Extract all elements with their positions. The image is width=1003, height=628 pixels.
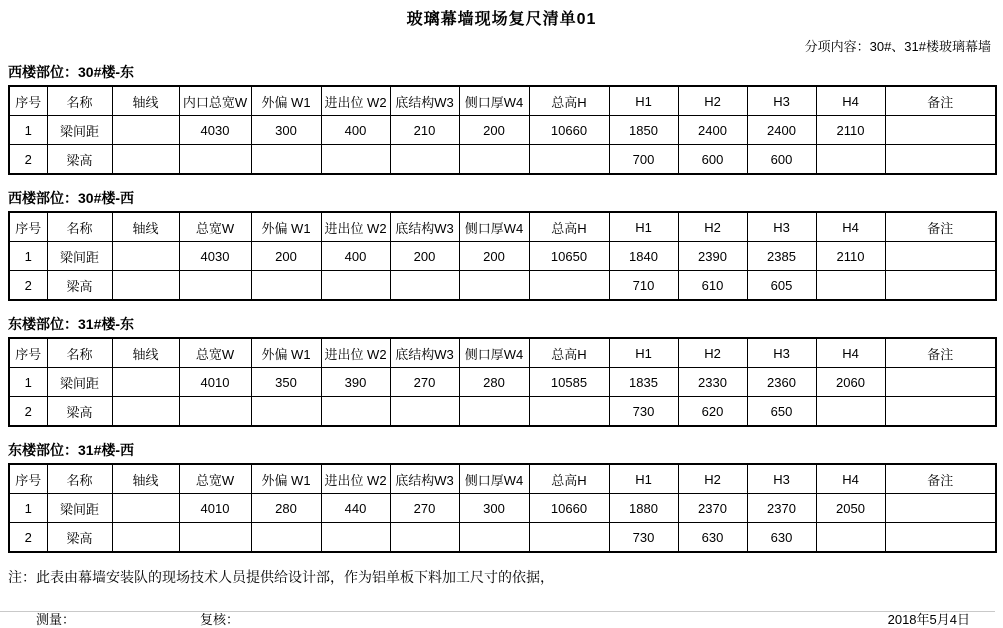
header-cell: H3	[747, 464, 816, 494]
data-cell: 梁间距	[47, 368, 112, 397]
data-cell	[816, 271, 885, 301]
data-cell	[112, 271, 179, 301]
header-cell: 侧口厚W4	[459, 338, 529, 368]
data-cell: 4010	[179, 494, 251, 523]
data-cell	[816, 523, 885, 553]
data-cell	[459, 145, 529, 175]
review-label: 复核：	[200, 612, 240, 627]
data-cell	[529, 145, 609, 175]
data-cell: 350	[251, 368, 321, 397]
header-cell: H1	[609, 212, 678, 242]
data-cell: 10585	[529, 368, 609, 397]
data-cell: 1	[9, 494, 47, 523]
page-title: 玻璃幕墙现场复尺清单01	[406, 11, 597, 28]
data-cell: 730	[609, 523, 678, 553]
data-cell: 梁高	[47, 145, 112, 175]
data-cell: 270	[390, 494, 459, 523]
header-cell: 轴线	[112, 212, 179, 242]
header-cell: 底结构W3	[390, 338, 459, 368]
data-cell: 梁高	[47, 397, 112, 427]
header-cell: 总宽W	[179, 464, 251, 494]
header-cell: 外偏 W1	[251, 212, 321, 242]
data-cell: 210	[390, 116, 459, 145]
data-cell: 10660	[529, 494, 609, 523]
data-cell: 2360	[747, 368, 816, 397]
data-cell: 390	[321, 368, 390, 397]
data-cell: 梁高	[47, 523, 112, 553]
data-cell: 1	[9, 242, 47, 271]
data-cell: 1880	[609, 494, 678, 523]
data-cell	[390, 523, 459, 553]
data-cell: 2370	[678, 494, 747, 523]
header-cell: H4	[816, 86, 885, 116]
data-cell: 2050	[816, 494, 885, 523]
table-row	[9, 523, 996, 553]
data-cell: 280	[459, 368, 529, 397]
data-cell: 300	[251, 116, 321, 145]
data-cell	[251, 523, 321, 553]
header-cell: 外偏 W1	[251, 464, 321, 494]
date-text: 2018年5月4日	[887, 612, 970, 627]
data-cell: 4030	[179, 116, 251, 145]
header-cell: H3	[747, 212, 816, 242]
header-cell: 侧口厚W4	[459, 464, 529, 494]
header-cell: 名称	[47, 338, 112, 368]
header-cell: 总宽W	[179, 212, 251, 242]
data-cell: 630	[747, 523, 816, 553]
data-cell	[529, 397, 609, 427]
header-cell: 备注	[885, 338, 996, 368]
header-cell: 备注	[885, 464, 996, 494]
measurement-table	[8, 337, 997, 427]
data-cell: 2	[9, 145, 47, 175]
measurement-table	[8, 211, 997, 301]
table-row	[9, 116, 996, 145]
data-cell: 2060	[816, 368, 885, 397]
data-cell: 600	[747, 145, 816, 175]
header-cell: 备注	[885, 212, 996, 242]
header-row	[9, 212, 996, 242]
data-cell	[529, 523, 609, 553]
data-cell: 梁间距	[47, 116, 112, 145]
header-row	[9, 464, 996, 494]
data-cell	[251, 145, 321, 175]
data-cell: 2	[9, 271, 47, 301]
data-cell	[885, 368, 996, 397]
data-cell: 2	[9, 523, 47, 553]
data-cell	[390, 397, 459, 427]
header-cell: H1	[609, 86, 678, 116]
data-cell: 200	[251, 242, 321, 271]
header-cell: 内口总宽W	[179, 86, 251, 116]
measure-label: 测量：	[36, 612, 76, 627]
measurement-table	[8, 85, 997, 175]
data-cell: 2110	[816, 242, 885, 271]
note-text: 注：此表由幕墙安装队的现场技术人员提供给设计部，作为铝单板下料加工尺寸的依据，	[8, 569, 554, 585]
data-cell: 10650	[529, 242, 609, 271]
header-cell: H4	[816, 464, 885, 494]
header-cell: H3	[747, 338, 816, 368]
header-cell: 序号	[9, 86, 47, 116]
data-cell: 300	[459, 494, 529, 523]
data-cell	[112, 116, 179, 145]
data-cell: 2400	[678, 116, 747, 145]
data-cell	[112, 523, 179, 553]
header-cell: 底结构W3	[390, 464, 459, 494]
subitem-content: 分项内容：30#、31#楼玻璃幕墙	[804, 39, 991, 54]
header-cell: 名称	[47, 212, 112, 242]
data-cell: 400	[321, 116, 390, 145]
data-cell	[321, 145, 390, 175]
data-cell: 1850	[609, 116, 678, 145]
table-row	[9, 271, 996, 301]
data-cell	[459, 523, 529, 553]
data-cell: 梁间距	[47, 494, 112, 523]
header-cell: 进出位 W2	[321, 464, 390, 494]
data-cell	[321, 271, 390, 301]
data-cell: 200	[459, 242, 529, 271]
header-cell: 进出位 W2	[321, 86, 390, 116]
data-cell	[390, 145, 459, 175]
header-cell: 备注	[885, 86, 996, 116]
header-cell: 总高H	[529, 464, 609, 494]
table-row	[9, 397, 996, 427]
data-cell: 200	[390, 242, 459, 271]
data-cell	[459, 271, 529, 301]
data-cell	[321, 523, 390, 553]
header-cell: 总高H	[529, 338, 609, 368]
data-cell	[529, 271, 609, 301]
data-cell	[885, 397, 996, 427]
data-cell	[112, 242, 179, 271]
header-cell: H2	[678, 464, 747, 494]
header-cell: H2	[678, 86, 747, 116]
header-row	[9, 86, 996, 116]
header-cell: H4	[816, 212, 885, 242]
data-cell: 730	[609, 397, 678, 427]
table-row	[9, 368, 996, 397]
data-cell	[112, 368, 179, 397]
data-cell: 1	[9, 116, 47, 145]
data-cell	[112, 145, 179, 175]
section-title: 西楼部位：30#楼-西	[8, 190, 135, 206]
data-cell	[816, 397, 885, 427]
data-cell	[885, 242, 996, 271]
data-cell: 400	[321, 242, 390, 271]
header-cell: 外偏 W1	[251, 338, 321, 368]
data-cell: 10660	[529, 116, 609, 145]
header-cell: 序号	[9, 212, 47, 242]
data-cell: 700	[609, 145, 678, 175]
data-cell: 1835	[609, 368, 678, 397]
data-cell	[179, 145, 251, 175]
data-cell: 650	[747, 397, 816, 427]
section-title: 东楼部位：31#楼-西	[8, 442, 135, 458]
table-row	[9, 242, 996, 271]
measurement-table	[8, 463, 997, 553]
data-cell	[321, 397, 390, 427]
header-cell: H4	[816, 338, 885, 368]
header-cell: H2	[678, 338, 747, 368]
data-cell: 280	[251, 494, 321, 523]
measurement-tables	[0, 62, 1003, 553]
data-cell	[251, 397, 321, 427]
data-cell	[179, 523, 251, 553]
data-cell: 710	[609, 271, 678, 301]
table-row	[9, 494, 996, 523]
header-cell: H3	[747, 86, 816, 116]
data-cell	[885, 523, 996, 553]
gridline-divider	[0, 611, 995, 612]
data-cell: 梁间距	[47, 242, 112, 271]
data-cell: 梁高	[47, 271, 112, 301]
header-cell: 底结构W3	[390, 212, 459, 242]
data-cell: 600	[678, 145, 747, 175]
data-cell: 2385	[747, 242, 816, 271]
header-row	[9, 338, 996, 368]
header-cell: 侧口厚W4	[459, 86, 529, 116]
header-cell: 进出位 W2	[321, 338, 390, 368]
header-cell: 轴线	[112, 464, 179, 494]
header-cell: 总宽W	[179, 338, 251, 368]
data-cell	[885, 116, 996, 145]
data-cell: 2110	[816, 116, 885, 145]
data-cell	[885, 145, 996, 175]
data-cell: 440	[321, 494, 390, 523]
table-row	[9, 145, 996, 175]
header-cell: 侧口厚W4	[459, 212, 529, 242]
header-cell: 轴线	[112, 86, 179, 116]
data-cell: 200	[459, 116, 529, 145]
data-cell	[112, 494, 179, 523]
data-cell: 4010	[179, 368, 251, 397]
header-cell: 序号	[9, 338, 47, 368]
header-cell: 序号	[9, 464, 47, 494]
section-title: 西楼部位：30#楼-东	[8, 64, 135, 80]
header-cell: 名称	[47, 86, 112, 116]
data-cell: 2370	[747, 494, 816, 523]
data-cell: 2	[9, 397, 47, 427]
data-cell: 605	[747, 271, 816, 301]
data-cell	[816, 145, 885, 175]
data-cell	[885, 494, 996, 523]
data-cell: 1840	[609, 242, 678, 271]
data-cell	[459, 397, 529, 427]
data-cell	[251, 271, 321, 301]
data-cell: 4030	[179, 242, 251, 271]
data-cell	[390, 271, 459, 301]
header-cell: 底结构W3	[390, 86, 459, 116]
section-title: 东楼部位：31#楼-东	[8, 316, 135, 332]
data-cell	[179, 271, 251, 301]
data-cell: 610	[678, 271, 747, 301]
header-cell: H1	[609, 338, 678, 368]
header-cell: H2	[678, 212, 747, 242]
data-cell	[179, 397, 251, 427]
header-cell: 轴线	[112, 338, 179, 368]
data-cell	[112, 397, 179, 427]
data-cell: 620	[678, 397, 747, 427]
header-cell: 名称	[47, 464, 112, 494]
data-cell: 2330	[678, 368, 747, 397]
data-cell: 1	[9, 368, 47, 397]
data-cell: 270	[390, 368, 459, 397]
header-cell: H1	[609, 464, 678, 494]
data-cell: 630	[678, 523, 747, 553]
header-cell: 外偏 W1	[251, 86, 321, 116]
data-cell	[885, 271, 996, 301]
data-cell: 2400	[747, 116, 816, 145]
header-cell: 总高H	[529, 212, 609, 242]
header-cell: 进出位 W2	[321, 212, 390, 242]
data-cell: 2390	[678, 242, 747, 271]
header-cell: 总高H	[529, 86, 609, 116]
